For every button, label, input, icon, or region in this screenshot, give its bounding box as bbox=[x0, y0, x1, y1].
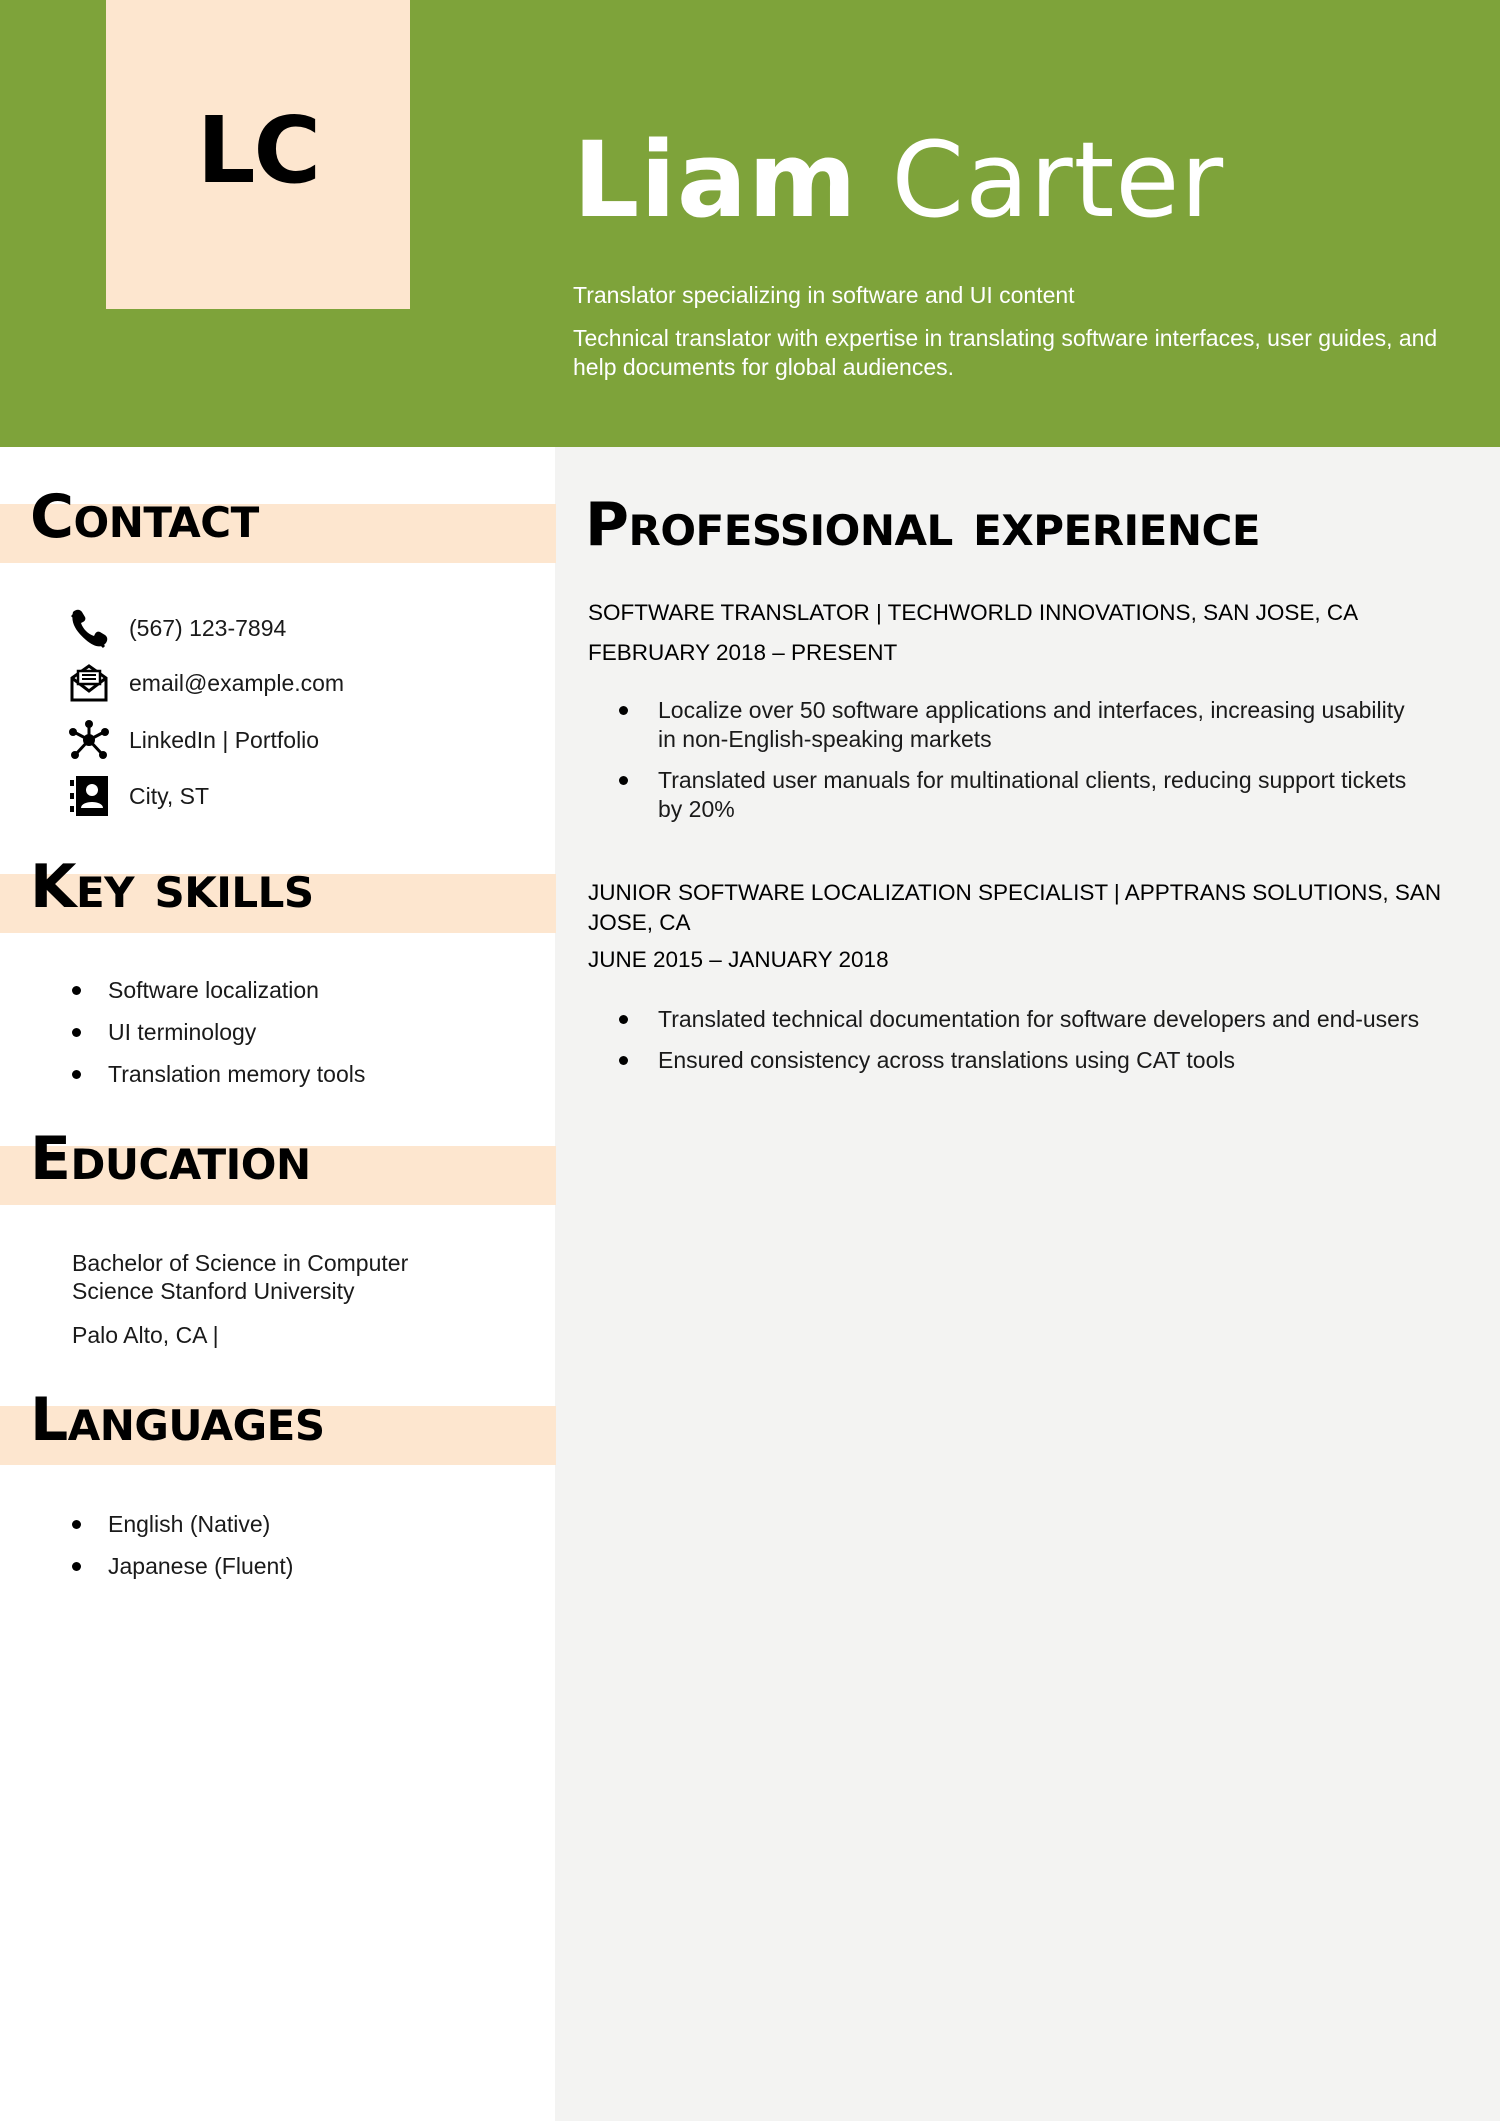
list-item: Translation memory tools bbox=[70, 1059, 365, 1101]
list-item: English (Native) bbox=[70, 1509, 293, 1551]
email-text[interactable]: email@example.com bbox=[129, 669, 345, 696]
list-item: Localize over 50 software applications and interfaces, increasing usability in non-English-speaking markets bbox=[588, 696, 1428, 754]
job-title: JUNIOR SOFTWARE LOCALIZATION SPECIALIST | APPTRANS SOLUTIONS, SAN JOSE, CA bbox=[588, 880, 1442, 935]
summary: Technical translator with expertise in translating software interfaces, user guides, and help documents for global audiences. bbox=[573, 325, 1438, 380]
phone-icon bbox=[68, 606, 114, 650]
job-bullets bbox=[588, 1005, 1488, 1087]
location-text: City, ST bbox=[129, 782, 210, 809]
education-degree: Bachelor of Science in Computer Science Stanford University bbox=[72, 1250, 409, 1304]
job-dates: FEBRUARY 2018 – PRESENT bbox=[588, 640, 898, 665]
list-item: Ensured consistency across translations using CAT tools bbox=[588, 1046, 1488, 1075]
last-name: Carter bbox=[891, 119, 1225, 241]
tagline: Translator specializing in software and UI content bbox=[573, 282, 1075, 308]
list-item: Japanese (Fluent) bbox=[70, 1551, 293, 1593]
monogram-box bbox=[106, 0, 410, 309]
education-location: Palo Alto, CA | bbox=[72, 1322, 219, 1348]
contact-heading: Contact bbox=[30, 482, 259, 552]
email-icon bbox=[68, 661, 114, 705]
contact-location bbox=[68, 774, 209, 818]
skills-list bbox=[70, 975, 365, 1101]
full-name bbox=[573, 119, 1225, 241]
links-text[interactable]: LinkedIn | Portfolio bbox=[129, 726, 320, 753]
list-item: Software localization bbox=[70, 975, 365, 1017]
experience-panel bbox=[555, 447, 1500, 2121]
skills-heading: Key skills bbox=[30, 852, 314, 922]
contact-email bbox=[68, 661, 344, 705]
list-item: UI terminology bbox=[70, 1017, 365, 1059]
network-icon bbox=[68, 718, 114, 762]
monogram: LC bbox=[196, 97, 320, 204]
experience-heading: Professional experience bbox=[585, 490, 1261, 560]
languages-heading: Languages bbox=[30, 1385, 325, 1455]
job-bullets bbox=[588, 696, 1428, 836]
address-book-icon bbox=[68, 774, 114, 818]
list-item: Translated user manuals for multinational clients, reducing support tickets by 20% bbox=[588, 766, 1428, 824]
phone-text[interactable]: (567) 123-7894 bbox=[129, 614, 287, 641]
header-banner bbox=[0, 0, 1500, 447]
first-name: Liam bbox=[573, 119, 858, 241]
list-item: Translated technical documentation for software developers and end-users bbox=[588, 1005, 1488, 1034]
languages-list bbox=[70, 1509, 293, 1593]
education-heading: Education bbox=[30, 1124, 311, 1194]
contact-phone bbox=[68, 606, 286, 650]
contact-links bbox=[68, 718, 319, 762]
job-title: SOFTWARE TRANSLATOR | TECHWORLD INNOVATIONS, SAN JOSE, CA bbox=[588, 600, 1359, 625]
job-dates: JUNE 2015 – JANUARY 2018 bbox=[588, 947, 889, 972]
